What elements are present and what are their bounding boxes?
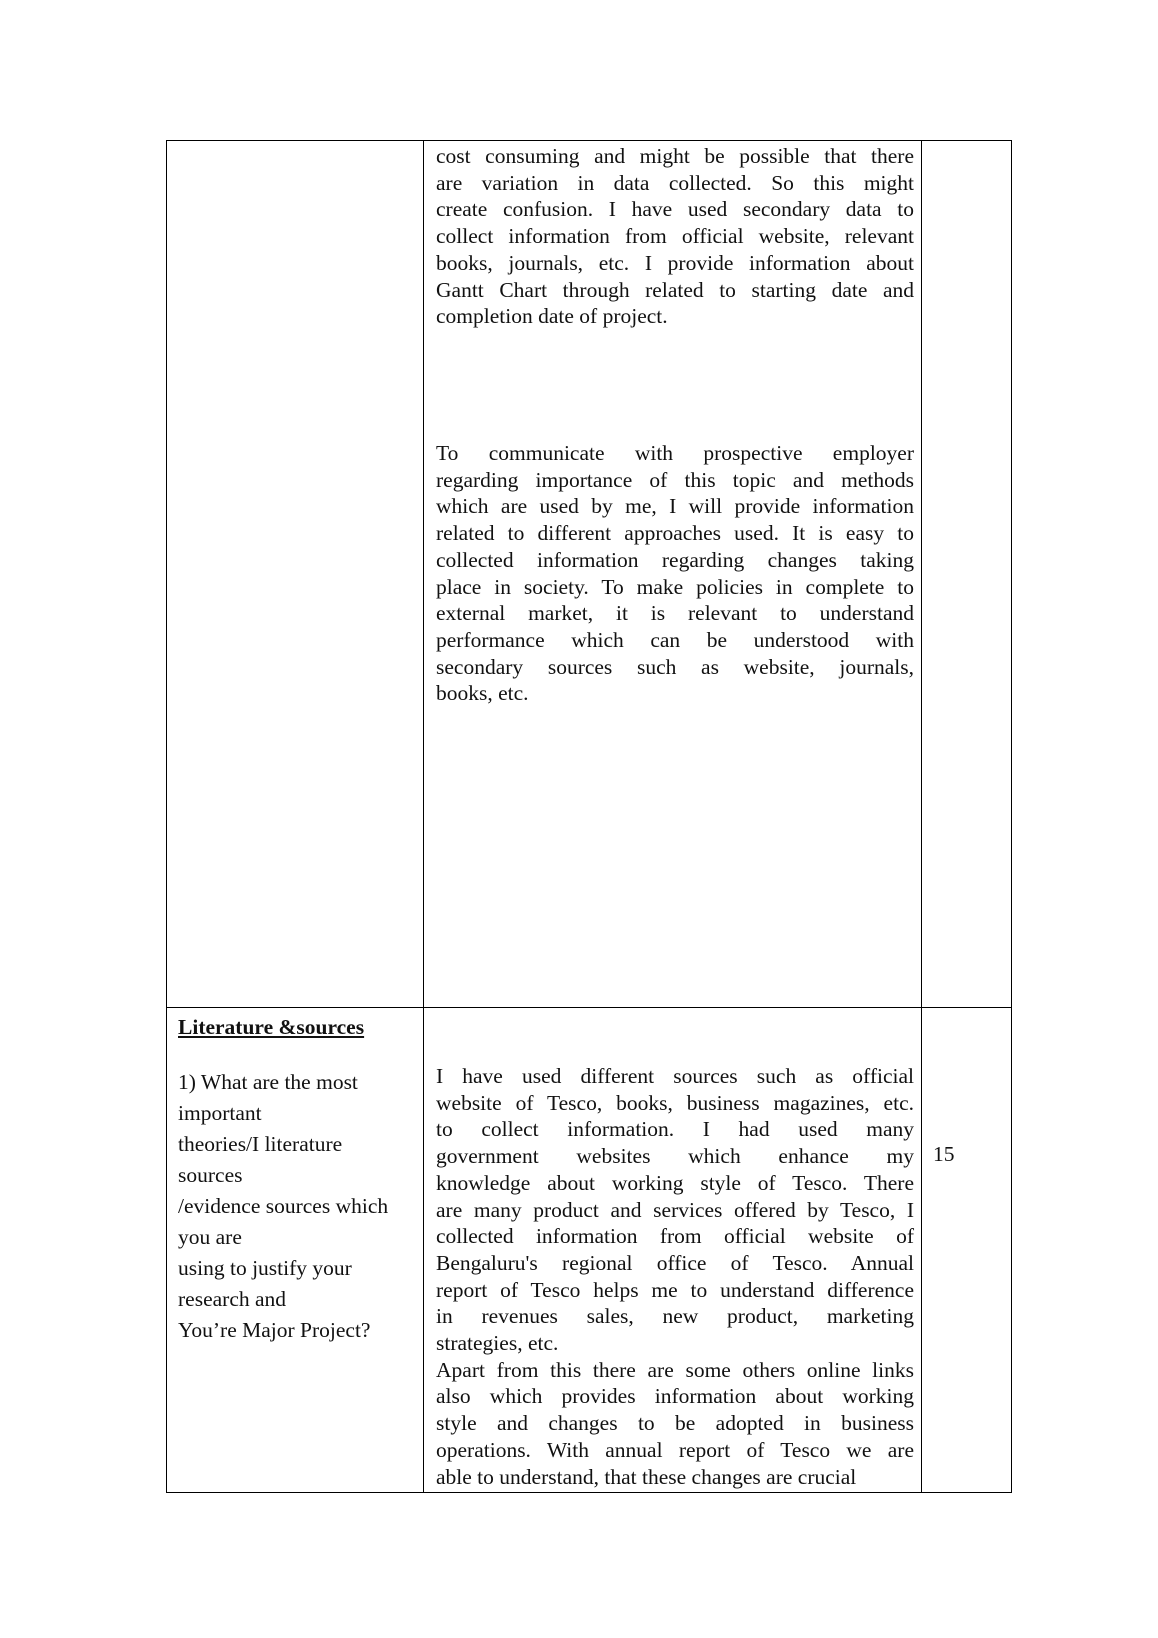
text-line: also which provides information about working: [436, 1384, 914, 1409]
text-line: I have used different sources such as official: [436, 1064, 914, 1088]
question-line: using to justify your: [178, 1256, 352, 1280]
text-line: performance which can be understood with: [436, 627, 914, 652]
row2-question: [178, 1067, 418, 1346]
row1-paragraph-2: [436, 440, 914, 707]
column-divider-1: [423, 141, 424, 1492]
text-line: books, journals, etc. I provide information about: [436, 250, 914, 275]
text-line: strategies, etc.: [436, 1331, 559, 1356]
text-line: cost consuming and might be possible that there: [436, 144, 914, 168]
text-line: related to different approaches used. It is easy to: [436, 521, 914, 546]
text-line: style and changes to be adopted in business: [436, 1411, 914, 1436]
text-line: secondary sources such as website, journals,: [436, 654, 914, 679]
text-line: collected information regarding changes taking: [436, 547, 914, 572]
question-line: research and: [178, 1287, 287, 1311]
text-line: To communicate with prospective employer: [436, 441, 914, 465]
question-line: important: [178, 1101, 262, 1125]
assessment-table: [166, 140, 1012, 1493]
row2-label-cell: [178, 1007, 418, 1346]
text-line: website of Tesco, books, business magazines, etc.: [436, 1090, 914, 1115]
text-line: knowledge about working style of Tesco. There: [436, 1170, 914, 1195]
row1-paragraph-1: [436, 143, 914, 330]
row2-answer: [436, 1063, 914, 1490]
row1-content-cell-2: [436, 440, 914, 707]
question-line: you are: [178, 1225, 242, 1249]
text-line: operations. With annual report of Tesco we are: [436, 1437, 914, 1462]
text-line: create confusion. I have used secondary data to: [436, 197, 914, 222]
question-line: theories/I literature: [178, 1132, 343, 1156]
text-line: collect information from official website, relevant: [436, 224, 914, 249]
text-line: Bengaluru's regional office of Tesco. Annual: [436, 1250, 914, 1275]
text-line: external market, it is relevant to understand: [436, 601, 914, 626]
text-line: which are used by me, I will provide information: [436, 494, 914, 519]
text-line: able to understand, that these changes are crucial: [436, 1464, 857, 1489]
text-line: regarding importance of this topic and methods: [436, 467, 914, 492]
text-line: in revenues sales, new product, marketing: [436, 1304, 914, 1329]
text-line: to collect information. I had used many: [436, 1117, 914, 1142]
question-line: sources: [178, 1163, 243, 1187]
text-line: place in society. To make policies in complete to: [436, 574, 914, 599]
section-heading: Literature &sources: [178, 1015, 365, 1039]
text-line: collected information from official website of: [436, 1224, 914, 1249]
question-line: 1) What are the most: [178, 1070, 358, 1094]
text-line: Gantt Chart through related to starting date and: [436, 277, 914, 302]
text-line: report of Tesco helps me to understand difference: [436, 1277, 914, 1302]
text-line: Apart from this there are some others online links: [436, 1357, 914, 1382]
row2-score: 15: [933, 1142, 955, 1166]
text-line: completion date of project.: [436, 304, 668, 329]
row2-answer-cell: [436, 1063, 914, 1490]
row1-content-cell: [436, 143, 914, 330]
question-line: You’re Major Project?: [178, 1318, 371, 1342]
question-line: /evidence sources which: [178, 1194, 389, 1218]
text-line: books, etc.: [436, 681, 529, 706]
text-line: are variation in data collected. So this might: [436, 170, 914, 195]
text-line: government websites which enhance my: [436, 1144, 914, 1169]
text-line: are many product and services offered by Tesco, I: [436, 1197, 914, 1222]
column-divider-2: [921, 141, 922, 1492]
